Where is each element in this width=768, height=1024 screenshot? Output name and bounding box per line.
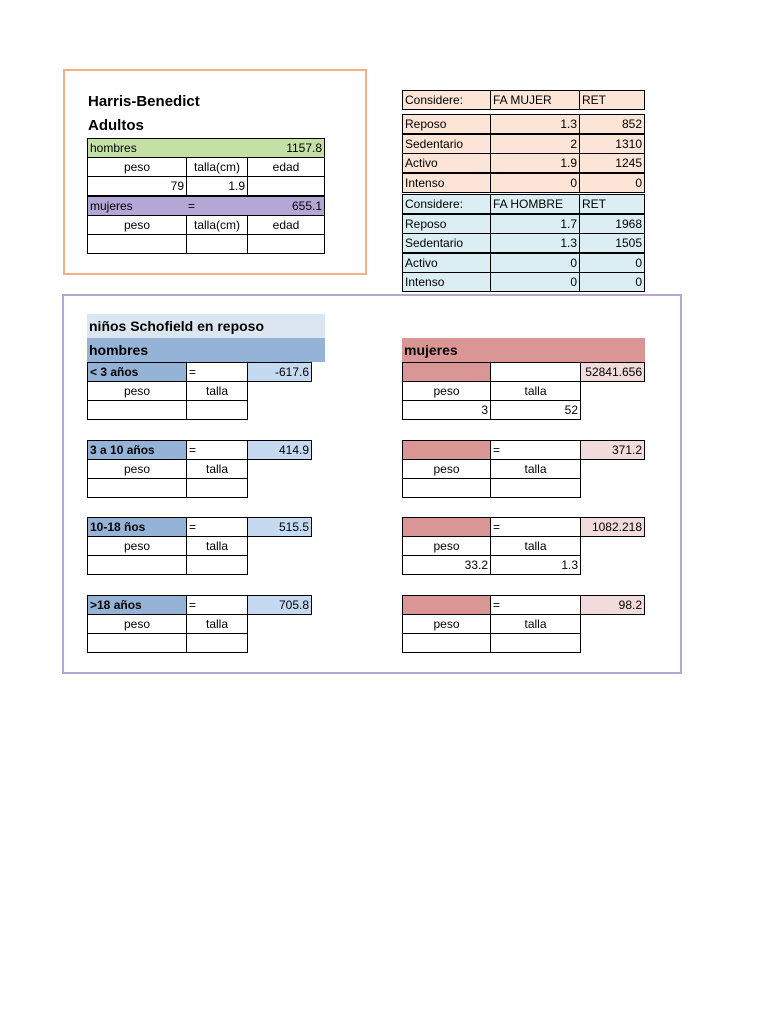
schofield-h-peso-input[interactable]	[87, 478, 187, 498]
schofield-m-group-value[interactable]: 1082.218	[580, 517, 645, 537]
fa-mujer-row-fa[interactable]: 0	[490, 173, 580, 193]
fa-mujer-row-fa[interactable]: 1.3	[490, 114, 580, 134]
schofield-m-talla-header[interactable]: talla	[490, 614, 581, 634]
schofield-m-group-eq[interactable]: =	[490, 440, 581, 460]
schofield-h-group-label[interactable]: 10-18 ños	[87, 517, 187, 537]
schofield-m-group-label[interactable]	[402, 440, 491, 460]
schofield-h-talla-input[interactable]	[186, 633, 248, 653]
fa-mujer-row-label[interactable]: Reposo	[402, 114, 491, 134]
mujeres-talla-input[interactable]	[186, 234, 248, 254]
schofield-m-group-label[interactable]	[402, 517, 491, 537]
mujeres-edad-header[interactable]: edad	[247, 215, 325, 235]
mujeres-eq-cell[interactable]: =	[186, 196, 248, 216]
fa-hombre-row-label[interactable]: Activo	[402, 253, 491, 273]
fa-mujer-row-ret[interactable]: 0	[579, 173, 645, 193]
fa-mujer-row-fa[interactable]: 2	[490, 134, 580, 154]
hombres-label-cell[interactable]: hombres	[87, 138, 187, 158]
fa-mujer-row-label[interactable]: Activo	[402, 153, 491, 173]
fa-mujer-row-ret[interactable]: 852	[579, 114, 645, 134]
fa-hombre-row-label[interactable]: Sedentario	[402, 233, 491, 253]
schofield-m-talla-header[interactable]: talla	[490, 459, 581, 479]
fa-hombre-row-fa[interactable]: 1.7	[490, 214, 580, 234]
schofield-h-peso-input[interactable]	[87, 555, 187, 575]
schofield-m-talla-input[interactable]	[490, 633, 581, 653]
fa-mujer-row-fa[interactable]: 1.9	[490, 153, 580, 173]
fa-mujer-header-fa[interactable]: FA MUJER	[490, 90, 580, 110]
schofield-h-peso-header[interactable]: peso	[87, 381, 187, 401]
fa-hombre-header-ret[interactable]: RET	[579, 194, 645, 214]
mujeres-talla-header[interactable]: talla(cm)	[186, 215, 248, 235]
schofield-h-peso-header[interactable]: peso	[87, 536, 187, 556]
schofield-h-peso-input[interactable]	[87, 633, 187, 653]
schofield-m-talla-header[interactable]: talla	[490, 536, 581, 556]
fa-hombre-row-fa[interactable]: 0	[490, 272, 580, 292]
schofield-h-group-value[interactable]: -617.6	[247, 362, 312, 382]
fa-mujer-row-ret[interactable]: 1310	[579, 134, 645, 154]
mujeres-peso-input[interactable]	[87, 234, 187, 254]
schofield-title: niños Schofield en reposo	[87, 314, 325, 338]
fa-mujer-header-ret[interactable]: RET	[579, 90, 645, 110]
fa-hombre-header-fa[interactable]: FA HOMBRE	[490, 194, 580, 214]
schofield-m-talla-input[interactable]: 1.3	[490, 555, 581, 575]
fa-hombre-row-ret[interactable]: 0	[579, 272, 645, 292]
adultos-title: Adultos	[88, 117, 144, 134]
schofield-m-group-value[interactable]: 98.2	[580, 595, 645, 615]
schofield-m-group-value[interactable]: 371.2	[580, 440, 645, 460]
schofield-m-peso-input[interactable]: 33.2	[402, 555, 491, 575]
schofield-h-group-label[interactable]: 3 a 10 años	[87, 440, 187, 460]
schofield-m-talla-header[interactable]: talla	[490, 381, 581, 401]
schofield-h-group-value[interactable]: 515.5	[247, 517, 312, 537]
schofield-m-peso-input[interactable]	[402, 633, 491, 653]
schofield-h-peso-header[interactable]: peso	[87, 459, 187, 479]
fa-hombre-row-ret[interactable]: 1505	[579, 233, 645, 253]
schofield-m-peso-header[interactable]: peso	[402, 381, 491, 401]
mujeres-label-cell[interactable]: mujeres	[87, 196, 187, 216]
schofield-m-talla-input[interactable]: 52	[490, 400, 581, 420]
schofield-h-talla-input[interactable]	[186, 400, 248, 420]
fa-hombre-row-label[interactable]: Reposo	[402, 214, 491, 234]
fa-hombre-row-label[interactable]: Intenso	[402, 272, 491, 292]
fa-mujer-row-ret[interactable]: 1245	[579, 153, 645, 173]
fa-hombre-row-ret[interactable]: 1968	[579, 214, 645, 234]
fa-mujer-header-considere[interactable]: Considere:	[402, 90, 491, 110]
schofield-h-group-label[interactable]: < 3 años	[87, 362, 187, 382]
mujeres-result-cell[interactable]: 655.1	[247, 196, 325, 216]
hombres-talla-input[interactable]: 1.9	[186, 176, 248, 196]
schofield-h-talla-header[interactable]: talla	[186, 536, 248, 556]
schofield-h-talla-input[interactable]	[186, 478, 248, 498]
mujeres-peso-header[interactable]: peso	[87, 215, 187, 235]
schofield-hombres-header: hombres	[87, 338, 325, 362]
schofield-m-group-label[interactable]	[402, 595, 491, 615]
fa-hombre-row-ret[interactable]: 0	[579, 253, 645, 273]
schofield-m-group-label[interactable]	[402, 362, 491, 382]
hombres-peso-header[interactable]: peso	[87, 157, 187, 177]
schofield-m-peso-header[interactable]: peso	[402, 459, 491, 479]
schofield-mujeres-header: mujeres	[402, 338, 645, 362]
fa-hombre-header-considere[interactable]: Considere:	[402, 194, 491, 214]
schofield-m-group-value[interactable]: 52841.656	[580, 362, 645, 382]
schofield-h-group-value[interactable]: 414.9	[247, 440, 312, 460]
schofield-h-group-eq[interactable]: =	[186, 362, 248, 382]
hombres-edad-header[interactable]: edad	[247, 157, 325, 177]
schofield-h-group-value[interactable]: 705.8	[247, 595, 312, 615]
hombres-result-cell[interactable]: 1157.8	[247, 138, 325, 158]
schofield-h-group-eq[interactable]: =	[186, 440, 248, 460]
schofield-h-talla-input[interactable]	[186, 555, 248, 575]
schofield-m-peso-input[interactable]: 3	[402, 400, 491, 420]
harris-title: Harris-Benedict	[88, 93, 200, 110]
fa-mujer-row-label[interactable]: Intenso	[402, 173, 491, 193]
schofield-h-talla-header[interactable]: talla	[186, 381, 248, 401]
schofield-h-group-eq[interactable]: =	[186, 517, 248, 537]
schofield-m-group-eq[interactable]: =	[490, 595, 581, 615]
fa-mujer-row-label[interactable]: Sedentario	[402, 134, 491, 154]
schofield-h-group-eq[interactable]: =	[186, 595, 248, 615]
schofield-m-group-eq[interactable]: =	[490, 517, 581, 537]
schofield-m-peso-header[interactable]: peso	[402, 614, 491, 634]
schofield-m-group-eq[interactable]	[490, 362, 581, 382]
hombres-peso-input[interactable]: 79	[87, 176, 187, 196]
schofield-h-group-label[interactable]: >18 años	[87, 595, 187, 615]
hombres-edad-input[interactable]	[247, 176, 325, 196]
schofield-m-talla-input[interactable]	[490, 478, 581, 498]
schofield-h-peso-header[interactable]: peso	[87, 614, 187, 634]
fa-hombre-row-fa[interactable]: 1.3	[490, 233, 580, 253]
fa-hombre-row-fa[interactable]: 0	[490, 253, 580, 273]
hombres-empty-cell[interactable]	[186, 138, 248, 158]
mujeres-edad-input[interactable]	[247, 234, 325, 254]
hombres-talla-header[interactable]: talla(cm)	[186, 157, 248, 177]
schofield-h-talla-header[interactable]: talla	[186, 459, 248, 479]
schofield-m-peso-header[interactable]: peso	[402, 536, 491, 556]
schofield-h-talla-header[interactable]: talla	[186, 614, 248, 634]
schofield-m-peso-input[interactable]	[402, 478, 491, 498]
schofield-h-peso-input[interactable]	[87, 400, 187, 420]
